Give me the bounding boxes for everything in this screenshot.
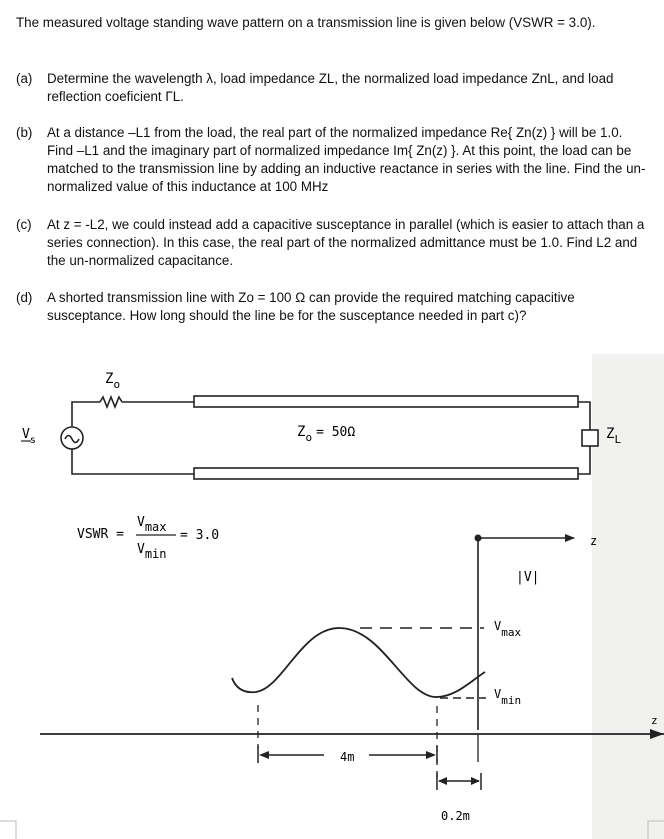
part-d-label: (d) (16, 290, 33, 305)
vswr-prefix: VSWR = (77, 527, 124, 542)
line-impedance-value: = 50Ω (316, 425, 356, 440)
part-d (16, 289, 650, 325)
scan-shadow (592, 354, 664, 839)
wire-load-top (578, 402, 590, 430)
dim-4m-label: 4m (340, 750, 355, 764)
standing-wave-figure (0, 350, 664, 839)
vswr-den: V (137, 542, 145, 557)
source-impedance-sub: o (113, 378, 121, 391)
dim-02m-arrow-left (438, 777, 447, 785)
source-voltage-label: V (22, 427, 30, 442)
part-c (16, 216, 650, 270)
vswr-value: = 3.0 (180, 528, 220, 543)
source-voltage-sub: s (29, 435, 36, 446)
line-conductor-bottom (194, 468, 578, 479)
problem-intro: The measured voltage standing wave pattern on a transmission line is given below (VSWR = 3.0). (16, 15, 596, 30)
part-a-text: Determine the wavelength λ, load impedance ZL, the normalized load impedance ZnL, and load reflection coeficient ΓL. (47, 71, 614, 104)
svg-text:Vmin (137, 542, 167, 561)
z-axis-main-label: z (651, 714, 658, 727)
part-a-label: (a) (16, 71, 33, 86)
load-label: Z (606, 426, 615, 442)
part-b-label: (b) (16, 125, 33, 140)
vswr-num: V (137, 515, 145, 530)
voltage-pattern-curve (232, 628, 485, 697)
source-impedance-label: Z (105, 371, 114, 387)
vmin-sub: min (501, 694, 522, 707)
line-impedance-label: Z (297, 424, 306, 440)
part-a (16, 70, 650, 106)
z-axis-upper-label: z (590, 534, 598, 548)
vmin-label: V (494, 687, 502, 701)
line-impedance-sub: o (305, 431, 313, 444)
wire-source-top (72, 402, 100, 430)
wire-load-bottom (578, 446, 590, 474)
svg-text:Zo (105, 371, 120, 391)
svg-text:Vs (22, 427, 36, 446)
vswr-num-sub: max (144, 520, 167, 534)
load-box (582, 430, 598, 446)
dim-4m-arrow-right (426, 751, 436, 759)
svg-text:Vmin (494, 687, 521, 707)
part-c-label: (c) (16, 217, 32, 232)
vmax-sub: max (501, 626, 522, 639)
svg-text:Zo= 50Ω (297, 424, 355, 444)
load-sub: L (614, 433, 622, 446)
line-conductor-top (194, 396, 578, 407)
magnitude-label: |V| (516, 570, 540, 585)
vswr-den-sub: min (144, 547, 167, 561)
corner-mark-left (0, 821, 16, 839)
vmax-label: V (494, 619, 502, 633)
part-d-text: A shorted transmission line with Zo = 100 Ω can provide the required matching capacitive susceptance. How long should the line be for the susceptance needed in part c)? (47, 290, 575, 323)
dim-02m-label: 0.2m (441, 809, 470, 823)
part-b-text: At a distance –L1 from the load, the real part of the normalized impedance Re{ Zn(z) } will be 1.0. Find –L1 and the imaginary part of normalized impedance Im{ Zn(z) }. At this point, the load can be matched to the transmission line by adding an inductive reactance in series with the line. Find the un-normalized value of this inductance at 100 MHz (47, 125, 646, 194)
dim-02m-arrow-right (471, 777, 480, 785)
source-resistor (100, 397, 122, 407)
svg-text:Vmax (494, 619, 521, 639)
part-c-text: At z = -L2, we could instead add a capacitive susceptance in parallel (which is easier to attach than a series connection). In this case, the real part of the normalized admittance must be 1.0. Find L2 and the un-normalized capacitance. (47, 217, 645, 268)
part-b (16, 124, 650, 196)
svg-text:Vmax (137, 515, 167, 534)
dim-4m-arrow-left (259, 751, 269, 759)
wire-source-bottom (72, 449, 194, 474)
